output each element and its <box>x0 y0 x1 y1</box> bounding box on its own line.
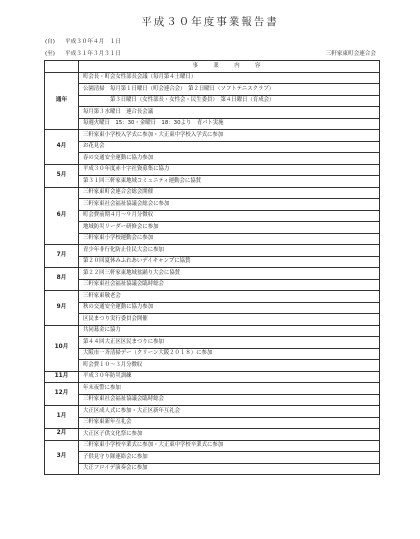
table-row <box>45 72 380 84</box>
period-end-label: (至) <box>45 51 55 57</box>
table-row <box>45 153 380 165</box>
table-row <box>45 383 380 395</box>
month-cell: 1月 <box>45 406 79 429</box>
activity-cell: 地域防災リーダー研修会に参加 <box>79 222 380 234</box>
activity-cell: 平成３０年度赤十字社資募集に協力 <box>79 164 380 176</box>
table-row <box>45 348 380 360</box>
activity-cell: 子供見守り隊連絡会に参加 <box>79 452 380 464</box>
table-row <box>45 429 380 441</box>
table-row <box>45 268 380 280</box>
table-row <box>45 210 380 222</box>
page-title: 平成３０年度事業報告書 <box>141 16 279 28</box>
month-cell: 4月 <box>45 130 79 165</box>
period-start-label: (自) <box>45 39 55 45</box>
month-cell: 11月 <box>45 371 79 383</box>
table-row <box>45 440 380 452</box>
activity-cell: 毎月第３水曜日 連合長会議 <box>79 107 380 119</box>
activity-cell: 三軒家東小学校入学式に参加・大正東中学校入学式に参加 <box>79 130 380 142</box>
month-cell: 3月 <box>45 440 79 475</box>
month-cell: 8月 <box>45 268 79 291</box>
month-cell: 通年 <box>45 72 79 130</box>
month-cell: 7月 <box>45 245 79 268</box>
activity-cell: 第３日曜日（女性部長・女性会・民生委員） 第４日曜日（育成会） <box>79 95 380 107</box>
table-row <box>45 118 380 130</box>
activity-table <box>44 60 380 475</box>
table-row <box>45 245 380 257</box>
period-end <box>45 49 121 57</box>
table-row <box>45 95 380 107</box>
activity-cell: 三軒家東社会福祉協議会臨時総会 <box>79 279 380 291</box>
header-month-cell <box>45 61 79 73</box>
table-row <box>45 394 380 406</box>
table-row <box>45 337 380 349</box>
activity-cell: 町会長・町会女性部長会議（毎月第４土曜日） <box>79 72 380 84</box>
month-cell: 9月 <box>45 291 79 326</box>
activity-cell: 第２０回夏休みふれあいデイキャンプに協賛 <box>79 256 380 268</box>
table-row <box>45 463 380 475</box>
activity-cell: 共同募金に協力 <box>79 325 380 337</box>
month-cell: 10月 <box>45 325 79 371</box>
activity-cell: 平成３０年防災訓練 <box>79 371 380 383</box>
activity-cell: 三軒家東小学校運動会に参加 <box>79 233 380 245</box>
table-row <box>45 417 380 429</box>
activity-cell: 区民まつり実行委員会開催 <box>79 314 380 326</box>
table-row <box>45 406 380 418</box>
activity-cell: 青少年非行化防止住民大会に参加 <box>79 245 380 257</box>
month-cell: 12月 <box>45 383 79 406</box>
activity-cell: 公園清掃 毎月第１日曜日（町会連合会） 第２日曜日（ソフトテニスクラブ） <box>79 84 380 96</box>
period-start <box>45 37 121 45</box>
activity-cell: 三軒家東町会連合会総会開催 <box>79 187 380 199</box>
table-row <box>45 187 380 199</box>
table-row <box>45 291 380 303</box>
activity-cell: 大正区成人式に参加・大正区新年互礼会 <box>79 406 380 418</box>
activity-cell: 三軒家東小学校卒業式に参加・大正東中学校卒業式に参加 <box>79 440 380 452</box>
activity-cell: 大正区子供文化祭に参加 <box>79 429 380 441</box>
activity-cell: 毎週火曜日 15：30・金曜日 18：30より 青パト実施 <box>79 118 380 130</box>
table-row <box>45 233 380 245</box>
table-row <box>45 371 380 383</box>
table-body <box>45 72 380 475</box>
activity-cell: 三軒家東敬老会 <box>79 291 380 303</box>
table-row <box>45 84 380 96</box>
table-row <box>45 141 380 153</box>
table-row <box>45 176 380 188</box>
month-cell: 2月 <box>45 429 79 441</box>
activity-cell: 三軒家東新年互礼会 <box>79 417 380 429</box>
activity-cell: 三軒家東社会福祉協議会総会に参加 <box>79 199 380 211</box>
table-header-row <box>45 61 380 73</box>
activity-cell: お花見会 <box>79 141 380 153</box>
activity-cell: 大阪市一斉清掃デー（クリーン大阪２０１８）に参加 <box>79 348 380 360</box>
table-row <box>45 360 380 372</box>
activity-cell: 春の交通安全運動に協力参加 <box>79 153 380 165</box>
table-row <box>45 314 380 326</box>
table-row <box>45 199 380 211</box>
activity-cell: 三軒家東社会福祉協議会臨時総会 <box>79 394 380 406</box>
table-row <box>45 325 380 337</box>
month-cell: 6月 <box>45 187 79 245</box>
table-row <box>45 302 380 314</box>
activity-cell: 第３１回三軒家東地域コミュニティ運動会に協賛 <box>79 176 380 188</box>
table-row <box>45 130 380 142</box>
table-row <box>45 164 380 176</box>
activity-cell: 大正フロイデ演奏会に参加 <box>79 463 380 475</box>
table-row <box>45 107 380 119</box>
activity-cell: 第２２回三軒家東地域盆踊り大会に協賛 <box>79 268 380 280</box>
header-activity-cell: 事 業 内 容 <box>79 61 380 73</box>
activity-cell: 町会費１０～３月分徴収 <box>79 360 380 372</box>
table-row <box>45 256 380 268</box>
period-start-date: 平成３０年４月 １日 <box>65 39 121 45</box>
activity-cell: 町会費前期４月～９月分徴収 <box>79 210 380 222</box>
activity-cell: 秋の交通安全運動に協力参加 <box>79 302 380 314</box>
organization-name: 三軒家東町会連合会 <box>325 51 376 57</box>
activity-cell: 年末夜警に参加 <box>79 383 380 395</box>
table-row <box>45 279 380 291</box>
activity-cell: 第４４回大正区区民まつりに参加 <box>79 337 380 349</box>
table-row <box>45 452 380 464</box>
table-row <box>45 222 380 234</box>
period-end-date: 平成３１年３月３１日 <box>65 51 121 57</box>
month-cell: 5月 <box>45 164 79 187</box>
